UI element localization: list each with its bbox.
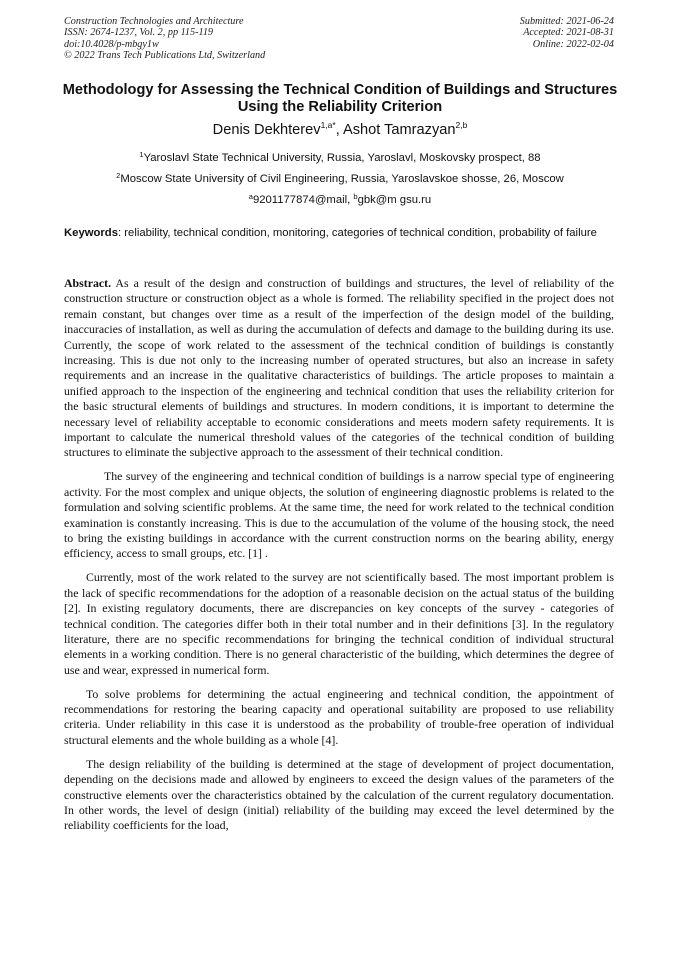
email-b[interactable]: gbk@m gsu.ru xyxy=(357,194,432,206)
author-1-sup: 1,a* xyxy=(320,120,336,130)
abstract-label: Abstract. xyxy=(64,276,112,290)
journal-info xyxy=(64,16,265,61)
affiliation-1 xyxy=(60,151,620,165)
affiliation-2-sup: 2 xyxy=(116,171,121,180)
body-paragraph-1: The survey of the engineering and technical condition of buildings is a narrow special type of engineering activity. For the most complex and unique objects, the solution of engineering diagnostic problems is related to the formulation and solving scientific problems. At the same time, the need for work related to the technical condition examination is constantly increasing. This is due to the accumulation of the volume of the housing stock, the need to bring the existing buildings in accordance with the current construction norms on the bearing ability, energy efficiency, access to small groups, etc. [1] . xyxy=(64,469,614,561)
email-a[interactable]: 9201177874@mail, xyxy=(252,194,354,206)
affiliation-1-sup: 1 xyxy=(139,150,144,159)
body-paragraph-4: The design reliability of the building is determined at the stage of development of project documentation, depending on the decisions made and allowed by engineers to exceed the design values of the parameters of the constructive elements over the characteristics obtained by the calculation of the current regulatory documentation. In other words, the level of design (initial) reliability of the building may exceed the level determined by the reliability coefficients for the load, xyxy=(64,756,614,833)
author-emails xyxy=(60,193,620,207)
author-1-name: Denis Dekhterev xyxy=(212,122,321,138)
affiliation-1-text: Yaroslavl State Technical University, Russia, Yaroslavl, Moskovsky prospect, 88 xyxy=(143,152,541,164)
journal-issn: ISSN: 2674-1237, Vol. 2, pp 115-119 xyxy=(64,27,214,39)
accepted-date: Accepted: 2021-08-31 xyxy=(523,27,614,39)
author-2-name: Ashot Tamrazyan xyxy=(343,122,456,138)
keywords-block xyxy=(64,226,614,241)
body-paragraph-3: To solve problems for determining the actual engineering and technical condition, the appointment of recommendations for restoring the bearing capacity and operational suitability are proposed to use reliability criteria. Under reliability in this case it is understood as the probability of trouble-free operation of individual structural elements and the whole building as a whole [4]. xyxy=(64,686,614,747)
author-2-sup: 2,b xyxy=(455,120,468,130)
journal-copyright: © 2022 Trans Tech Publications Ltd, Switzerland xyxy=(64,49,266,61)
submitted-date: Submitted: 2021-06-24 xyxy=(519,16,614,27)
journal-doi[interactable]: doi:10.4028/p-mbgy1w xyxy=(64,38,159,50)
online-date: Online: 2022-02-04 xyxy=(532,38,614,50)
abstract-text: As a result of the design and construction of buildings and structures, the level of reliability of the construction structure or construction object as a whole is formed. The reliability specified in the project does not remain constant, but changes over time as a result of the imperfection of the design model of the building, inaccuracies of installation, as well as during the accumulation of defects and damage to the building during its use. Currently, the scope of work related to the assessment of the technical condition of buildings is constantly increasing. This is due not only to the increasing number of operated structures, but also an increase in safety requirements and an increase in the qualitative characteristics of buildings. The article proposes to maintain a unified approach to the inspection of the engineering and technical condition that uses the reliability criterion for the basic structural elements of buildings and structures. In modern conditions, it is important to determine the necessary level of reliability acceptable to economic considerations and meets modern safety requirements. It is important to calculate the numerical threshold values of the categories of the technical condition of building structures to eliminate the subjective approach to the assessment of their technical condition. xyxy=(64,276,614,460)
email-a-sup: a xyxy=(248,192,253,201)
affiliation-2-text: Moscow State University of Civil Engineering, Russia, Yaroslavskoe shosse, 26, Moscow xyxy=(120,173,564,185)
keywords-text: : reliability, technical condition, monitoring, categories of technical condition, probability of failure xyxy=(118,227,597,239)
paper-title: Methodology for Assessing the Technical Condition of Buildings and Structures Using the Reliability Criterion xyxy=(62,82,618,115)
affiliation-2 xyxy=(60,172,620,186)
abstract-paragraph xyxy=(64,276,614,461)
keywords-label: Keywords xyxy=(64,227,118,239)
email-b-sup: b xyxy=(353,192,358,201)
submission-dates xyxy=(520,16,614,50)
body-paragraph-2: Currently, most of the work related to the survey are not scientifically based. The most important problem is the lack of specific recommendations for the adoption of a reasonable decision on the actual status of the building [2]. In existing regulatory documents, there are discrepancies on key concepts of the survey - categories of technical condition. The categories differ both in their total number and in their definitions [3]. In the regulatory literature, there are no specific recommendations for bringing the technical condition of individual structural elements in a working condition. There is no general characteristic of the building, which determines the degree of use and wear, expressed in numerical form. xyxy=(64,570,614,677)
author-separator: , xyxy=(335,122,343,138)
author-list xyxy=(60,121,620,139)
article-body xyxy=(64,276,614,834)
journal-name: Construction Technologies and Architecture xyxy=(64,16,244,27)
